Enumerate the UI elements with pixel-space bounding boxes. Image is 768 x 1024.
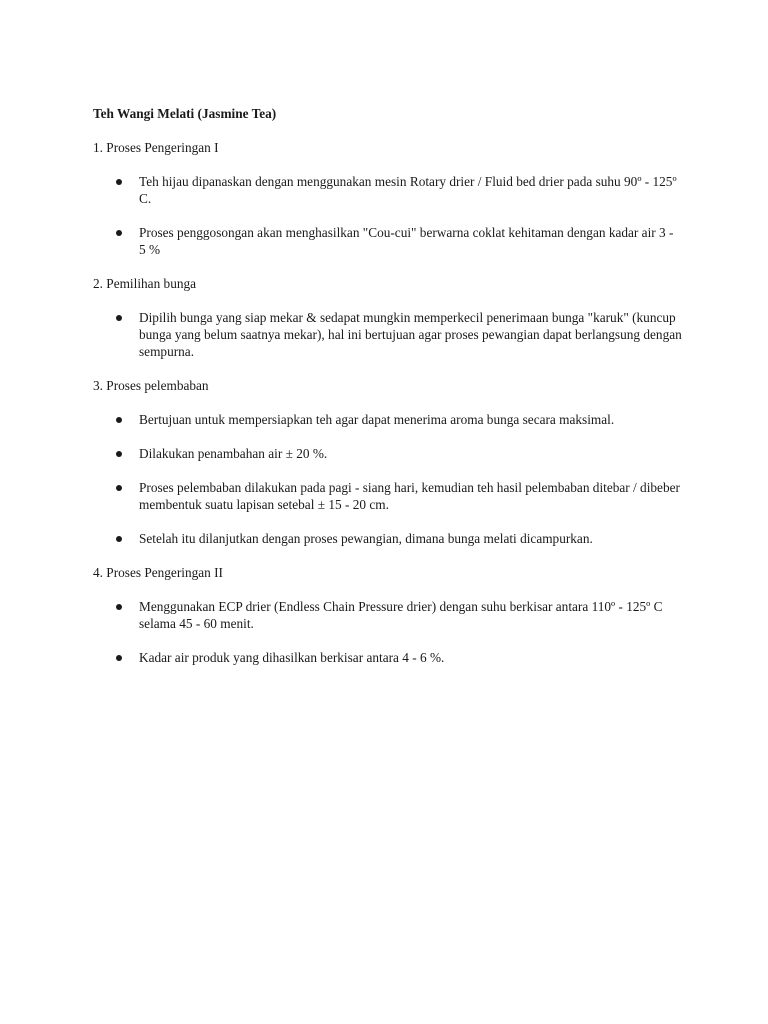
list-item-text: Teh hijau dipanaskan dengan menggunakan mesin Rotary drier / Fluid bed drier pada suhu 90º - 125º C. — [139, 174, 677, 206]
list-item-text: Dipilih bunga yang siap mekar & sedapat mungkin memperkecil penerimaan bunga "karuk" (kuncup bunga yang belum saatnya mekar), hal ini bertujuan agar proses pewangian dapat berlangsung dengan sempurna. — [139, 310, 682, 359]
bullet-list — [93, 309, 683, 360]
section-pemilihan-bunga — [93, 275, 683, 360]
list-item — [93, 598, 683, 632]
bullet-list — [93, 598, 683, 666]
list-item — [93, 309, 683, 360]
bullet-icon — [116, 655, 122, 661]
list-item-text: Menggunakan ECP drier (Endless Chain Pressure drier) dengan suhu berkisar antara 110º - 125º C selama 45 - 60 menit. — [139, 599, 663, 631]
bullet-icon — [116, 536, 122, 542]
list-item-text: Dilakukan penambahan air ± 20 %. — [139, 446, 328, 461]
document-page — [93, 105, 683, 683]
list-item — [93, 530, 683, 547]
section-heading: 2. Pemilihan bunga — [93, 276, 197, 291]
list-item-text: Bertujuan untuk mempersiapkan teh agar dapat menerima aroma bunga secara maksimal. — [139, 412, 615, 427]
list-item — [93, 649, 683, 666]
list-item — [93, 411, 683, 428]
list-item-text: Setelah itu dilanjutkan dengan proses pewangian, dimana bunga melati dicampurkan. — [139, 531, 593, 546]
bullet-icon — [116, 485, 122, 491]
list-item — [93, 224, 683, 258]
section-heading: 4. Proses Pengeringan II — [93, 565, 223, 580]
bullet-icon — [116, 417, 122, 423]
bullet-icon — [116, 315, 122, 321]
bullet-list — [93, 411, 683, 547]
list-item-text: Proses penggosongan akan menghasilkan "Cou-cui" berwarna coklat kehitaman dengan kadar air 3 - 5 % — [139, 225, 674, 257]
bullet-icon — [116, 604, 122, 610]
bullet-icon — [116, 451, 122, 457]
list-item-text: Kadar air produk yang dihasilkan berkisar antara 4 - 6 %. — [139, 650, 445, 665]
list-item — [93, 173, 683, 207]
list-item — [93, 479, 683, 513]
section-proses-pelembaban — [93, 377, 683, 547]
bullet-list — [93, 173, 683, 258]
bullet-icon — [116, 179, 122, 185]
list-item — [93, 445, 683, 462]
section-heading: 3. Proses pelembaban — [93, 378, 209, 393]
section-proses-pengeringan-1 — [93, 139, 683, 258]
list-item-text: Proses pelembaban dilakukan pada pagi - siang hari, kemudian teh hasil pelembaban ditebar / dibeber membentuk suatu lapisan setebal ± 15 - 20 cm. — [139, 480, 680, 512]
section-heading: 1. Proses Pengeringan I — [93, 140, 219, 155]
section-proses-pengeringan-2 — [93, 564, 683, 666]
bullet-icon — [116, 230, 122, 236]
document-title: Teh Wangi Melati (Jasmine Tea) — [93, 106, 277, 121]
